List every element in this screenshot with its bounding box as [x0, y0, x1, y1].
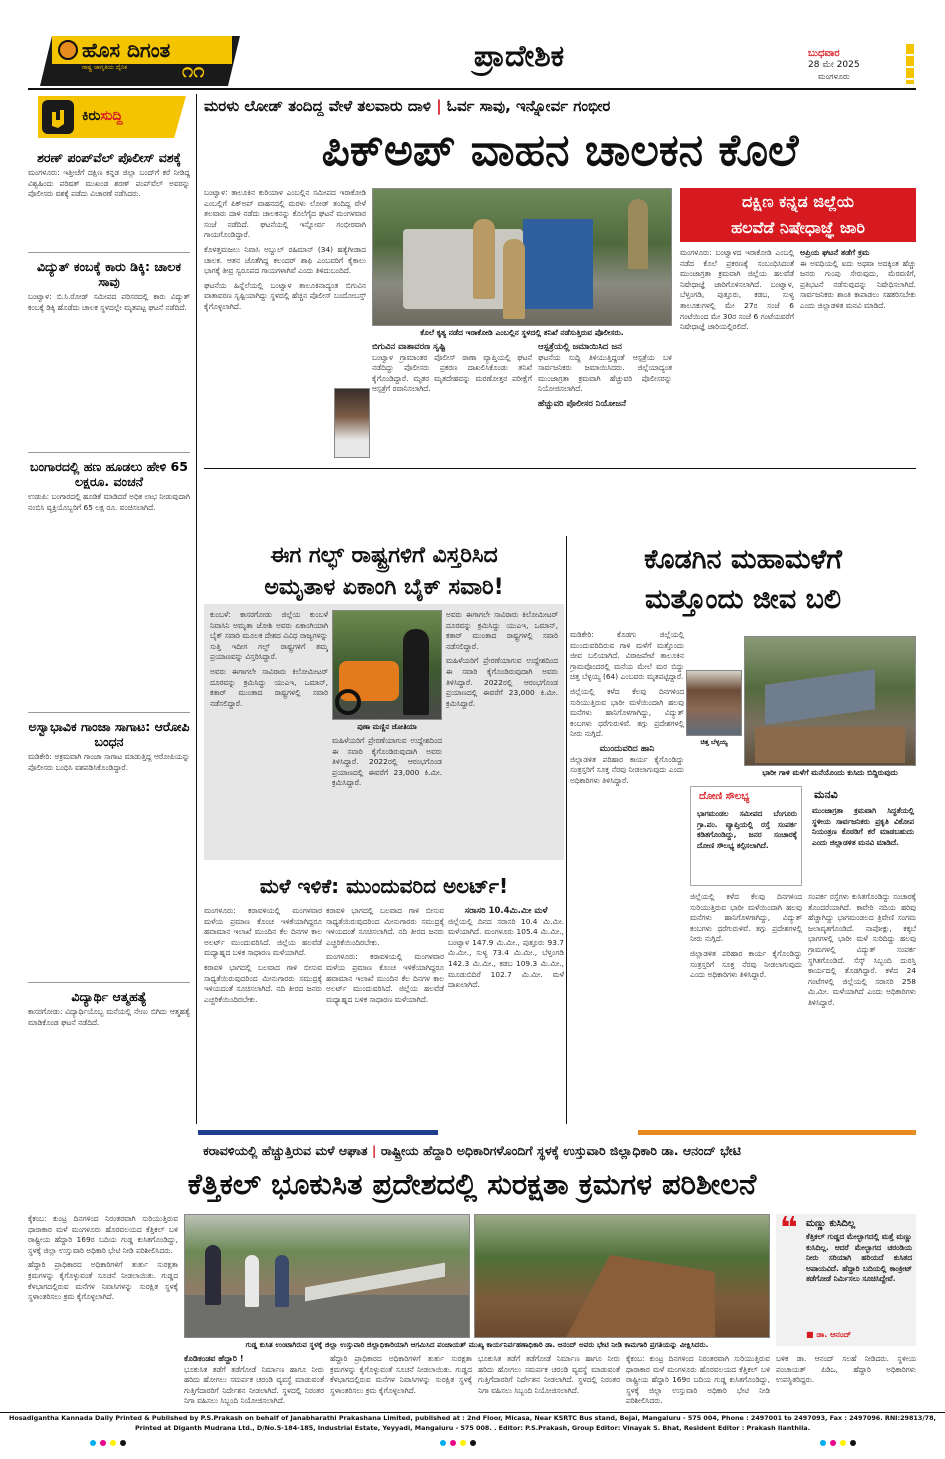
landslide-paragraph: ಕೈಕಂಬ: ಕುಂಟ್ರ ದಿನಗಳಿಂದ ನಿರಂತರವಾಗಿ ಸುರಿಯುತ್ತಿರುವ ಧಾರಾಕಾರ ಮಳೆ ಮಂಗಳೂರು ಹೊರವಲಯದ ಕೆತ್ತಿಕಲ್ ಬಳಿ ರಾಷ್ಟ್ರೀಯ ಹೆದ್ದಾರಿ 169ರ ಬದಿಯ ಗುಡ್ಡ ಕುಸಿತಗೊಂಡಿದ್ದು, ಸ್ಥಳಕ್ಕೆ ಜಿಲ್ಲಾ ಉಸ್ತುವಾರಿ ಅಧಿಕಾರಿ ಭೇಟಿ ನೀಡಿ ಪರಿಶೀಲಿಸಿದರು.	[626, 1354, 770, 1406]
registration-dot-yellow	[460, 1440, 466, 1446]
bike-paragraph: ಅವರು ಈಗಾಗಲೇ ಸಾವಿರಾರು ಕಿಲೋಮೀಟರ್ ದೂರವನ್ನು ಕ್ರಮಿಸಿದ್ದು ಯುಎಇ, ಒಮಾನ್, ಕತಾರ್ ಮುಂತಾದ ರಾಷ್ಟ್ರಗಳಲ್ಲಿ ಸವಾರಿ ನಡೆಸಲಿದ್ದಾರೆ.	[446, 610, 558, 651]
landslide-subhead: ಕೊಡಿಕಂಡವ ಹೆದ್ದಾರಿ !	[184, 1354, 244, 1363]
brief-item	[28, 144, 190, 252]
registration-dot-cyan	[820, 1440, 826, 1446]
right-col-body	[808, 892, 916, 1124]
lead-photo-officer	[473, 219, 495, 299]
brief-body: ಮಂಗಳೂರು: ಇತ್ತೀಚೆಗೆ ದಕ್ಷಿಣ ಕನ್ನಡ ಜಿಲ್ಲಾ ಬಂದ್‌ಗೆ ಕರೆ ನೀಡಿದ್ದ ವಿಶ್ವಹಿಂದು ಪರಿಷತ್ ಮುಖಂಡ ಶರಣ್ ಪಂಪ್‌ವೆಲ್ ಅವರನ್ನು ಪೊಲೀಸರು ವಶಕ್ಕೆ ಪಡೆದು ವಿಚಾರಣೆ ನಡೆಸಿದರು.	[28, 168, 190, 199]
bike-photo	[332, 610, 442, 720]
lead-photo-caption: ಕೊಲೆ ಕೃತ್ಯ ನಡೆದ ಇರಾಕೋಡಿ ಎಂಬಲ್ಲಿನ ಸ್ಥಳದಲ್ಲಿ ತನಿಖೆ ನಡೆಸುತ್ತಿರುವ ಪೊಲೀಸರು.	[420, 328, 624, 337]
landslide-body-col-1	[28, 1214, 178, 1410]
bike-paragraph: ಕುಂಬಳೆ: ಕಾಸರಗೋಡು ಜಿಲ್ಲೆಯ ಕುಂಬಳೆ ನಿವಾಸಿನಿ ಅಮೃತಾ ಜೋಶಿ ಅವರು ಏಕಾಂಗಿಯಾಗಿ ಬೈಕ್ ಸವಾರಿ ಮೂಲಕ ದೇಶದ ವಿವಿಧ ರಾಜ್ಯಗಳನ್ನು ಸುತ್ತಿ ಇದೀಗ ಗಲ್ಫ್ ರಾಷ್ಟ್ರಗಳಿಗೆ ತಮ್ಮ ಪ್ರಯಾಣವನ್ನು ವಿಸ್ತರಿಸಿದ್ದಾರೆ.	[210, 610, 328, 662]
quote-author-name: ಡಾ. ಆನಂದ್	[816, 1330, 852, 1339]
prohibitory-paragraph: ಈ ಅವಧಿಯಲ್ಲಿ ಐದು ಅಥವಾ ಅದಕ್ಕಿಂತ ಹೆಚ್ಚು ಜನರು ಗುಂಪು ಸೇರುವುದು, ಮೆರವಣಿಗೆ, ಪ್ರತಿಭಟನೆ ನಡೆಸುವುದನ್ನು ನಿಷೇಧಿಸಲಾಗಿದೆ. ಸಾರ್ವಜನಿಕರು ಶಾಂತಿ ಕಾಪಾಡಲು ಸಹಕರಿಸಬೇಕು ಎಂದು ಜಿಲ್ಲಾಡಳಿತ ಮನವಿ ಮಾಡಿದೆ.	[800, 258, 916, 310]
registration-dot-black	[850, 1440, 856, 1446]
bike-paragraph: ಮಹಿಳೆಯರಿಗೆ ಪ್ರೇರಣೆಯಾಗುವ ಉದ್ದೇಶದಿಂದ ಈ ಸವಾರಿ ಕೈಗೊಂಡಿರುವುದಾಗಿ ಅವರು ತಿಳಿಸಿದ್ದಾರೆ. 2022ರಲ್ಲಿ ಆರಂಭಗೊಂಡ ಪ್ರಯಾಣದಲ್ಲಿ ಈವರೆಗೆ 23,000 ಕಿ.ಮೀ. ಕ್ರಮಿಸಿದ್ದಾರೆ.	[332, 736, 442, 788]
kodagu-body-col-2	[690, 892, 802, 1124]
quote-box	[776, 1211, 916, 1346]
color-bar-blue	[198, 1130, 438, 1135]
kodagu-subhead: ಮುಂದುವರಿದ ಹಾನಿ	[599, 743, 655, 754]
landslide-body-col-2	[184, 1354, 324, 1410]
lead-body-col-3	[538, 342, 672, 463]
bike-headline-2: ಅಮೃತಾಳ ಏಕಾಂಗಿ ಬೈಕ್ ಸವಾರಿ!	[264, 575, 504, 600]
lead-kicker-b: ಓರ್ವ ಸಾವು, ಇನ್ನೋರ್ವ ಗಂಭೀರ	[446, 97, 611, 115]
boat-body: ಭಾಗಮಂಡಲ ಸಮೀಪದ ಬೆಂಗೂರು ಗ್ರಾ.ಪಂ. ವ್ಯಾಪ್ತಿಯಲ್ಲಿ ರಸ್ತೆ ಸಂಪರ್ಕ ಕಡಿತಗೊಂಡಿದ್ದು, ಜನರ ಸಂಚಾರಕ್ಕೆ ದೋಣಿ ಸೌಲಭ್ಯ ಕಲ್ಪಿಸಲಾಗಿದೆ.	[697, 809, 797, 850]
landslide-photo-mudslope	[565, 1255, 715, 1338]
landslide-photo-person	[245, 1255, 259, 1307]
bike-paragraph: ಅವರು ಈಗಾಗಲೇ ಸಾವಿರಾರು ಕಿಲೋಮೀಟರ್ ದೂರವನ್ನು ಕ್ರಮಿಸಿದ್ದು ಯುಎಇ, ಒಮಾನ್, ಕತಾರ್ ಮುಂತಾದ ರಾಷ್ಟ್ರಗಳಲ್ಲಿ ಸವಾರಿ ನಡೆಸಲಿದ್ದಾರೆ.	[210, 666, 328, 708]
quote-title: ಮಣ್ಣು ಕುಸಿದಿಲ್ಲ	[806, 1218, 856, 1229]
lead-paragraph: ಕೊಳತ್ತಮಜಲು ನಿವಾಸಿ ಅಬ್ದುಲ್ ರಹಿಮಾನ್ (34) ಹತ್ಯೆಗೀಡಾದ ಚಾಲಕ. ಆತನ ಜೊತೆಗಿದ್ದ ಕಲಂದರ್ ಶಾಫಿ ಎಂಬವರಿಗೆ ಕೈಕಾಲು ಭಾಗಕ್ಕೆ ತೀವ್ರ ಸ್ವರೂಪದ ಗಾಯಗಳಾಗಿವೆ ಎಂದು ತಿಳಿದುಬಂದಿದೆ.	[204, 244, 366, 276]
bike-photo-caption: ಪುಣಾ ಮಣ್ಣಿನ ಜೋತಿಯಾ	[357, 723, 417, 731]
lead-photo-tarp	[523, 219, 593, 309]
briefs-label-b: ಸುದ್ದಿ	[100, 108, 123, 124]
rain-paragraph: ಜಿಲ್ಲೆಯಲ್ಲಿ ದಿನದ ಸರಾಸರಿ 10.4 ಮಿ.ಮೀ. ಮಳೆಯಾಗಿದೆ. ಮಂಗಳೂರು 105.4 ಮಿ.ಮೀ., ಬಂಟ್ವಾಳ 147.9 ಮಿ.ಮೀ., ಪುತ್ತೂರು 93.7 ಮಿ.ಮೀ., ಸುಳ್ಯ 73.4 ಮಿ.ಮೀ., ಬೆಳ್ತಂಗಡಿ 142.3 ಮಿ.ಮೀ., ಕಡಬ 109.3 ಮಿ.ಮೀ., ಮೂಡುಬಿದಿರೆ 102.7 ಮಿ.ಮೀ. ಮಳೆ ದಾಖಲಾಗಿದೆ.	[448, 916, 564, 990]
kodagu-photo-roof	[765, 669, 875, 724]
landslide-photo-road	[185, 1295, 470, 1338]
brief-item	[28, 712, 190, 982]
landslide-paragraph: ಭೂಕುಸಿತ ತಡೆಗೆ ತಡೆಗೋಡೆ ನಿರ್ಮಾಣ ಹಾಗೂ ನೀರು ಹರಿದು ಹೋಗಲು ಸಮರ್ಪಕ ಚರಂಡಿ ವ್ಯವಸ್ಥೆ ಮಾಡುವಂತೆ ಗುತ್ತಿಗೆದಾರರಿಗೆ ನಿರ್ದೇಶನ ನೀಡಲಾಗಿದೆ. ಸ್ಥಳದಲ್ಲಿ ನಿರಂತರ ನಿಗಾ ವಹಿಸಲು ಸಿಬ್ಬಂದಿ ನಿಯೋಜಿಸಲಾಗಿದೆ.	[184, 1364, 324, 1406]
bike-headline-1: ಈಗ ಗಲ್ಫ್ ರಾಷ್ಟ್ರಗಳಿಗೆ ವಿಸ್ತರಿಸಿದ	[270, 543, 498, 568]
registration-dot-magenta	[450, 1440, 456, 1446]
lead-paragraph: ಬಂಟ್ವಾಳ: ತಾಲೂಕಿನ ಕುರಿಯಾಳ ಎಂಬಲ್ಲಿನ ಸಮೀಪದ ಇರಾಕೋಡಿ ಎಂಬಲ್ಲಿಗೆ ಪಿಕ್‌ಅಪ್ ವಾಹನದಲ್ಲಿ ಮರಳು ಲೋಡ್ ತಂದಿದ್ದ ವೇಳೆ ತಲವಾರು ದಾಳಿ ನಡೆದು ಚಾಲಕನನ್ನು ಕೊಲೆಗೈದ ಘಟನೆ ಮಂಗಳವಾರ ಸಂಜೆ ನಡೆದಿದೆ. ಘಟನೆಯಲ್ಲಿ ಇನ್ನೋರ್ವ ಗಂಭೀರವಾಗಿ ಗಾಯಗೊಂಡಿದ್ದಾರೆ.	[204, 188, 366, 240]
kodagu-headline-1: ಕೊಡಗಿನ ಮಹಾಮಳೆಗೆ	[644, 544, 842, 575]
registration-dot-cyan	[440, 1440, 446, 1446]
masthead-date: 28 ಮೇ 2025	[808, 60, 860, 70]
kodagu-photo-collapsed-house	[744, 636, 916, 766]
rain-paragraph: ಮಂಗಳೂರು: ಕರಾವಳಿಯಲ್ಲಿ ಮಂಗಳವಾರ ಮಳೆಯ ಪ್ರಮಾಣ ಕೊಂಚ ಇಳಿಕೆಯಾಗಿದ್ದರೂ ಹವಾಮಾನ ಇಲಾಖೆ ಮುಂದಿನ ಕೆಲ ದಿನಗಳ ಕಾಲ ಅಲರ್ಟ್ ಮುಂದುವರಿಸಿದೆ. ಜಿಲ್ಲೆಯ ಹಲವೆಡೆ ಮಧ್ಯಾಹ್ನದ ಬಳಿಕ ಸಾಧಾರಣ ಮಳೆಯಾಗಿದೆ.	[326, 952, 444, 1004]
landslide-kicker-a: ಕರಾವಳಿಯಲ್ಲಿ ಹೆಚ್ಚುತ್ತಿರುವ ಮಳೆ ಆಘಾತ	[203, 1143, 368, 1158]
quote-body: ಕೆತ್ತಿಕಲ್ ಗುಡ್ಡದ ಮೇಲ್ಭಾಗದಲ್ಲಿ ಮತ್ತೆ ಮಣ್ಣು ಕುಸಿದಿಲ್ಲ. ಆದರೆ ಮೇಲ್ಭಾಗದ ಚರಂಡಿಯ ನೀರು ಸರಿಯಾಗಿ ಹರಿಯದೆ ಕುಸಿತದ ಅಪಾಯವಿದೆ. ಹೆದ್ದಾರಿ ಬದಿಯಲ್ಲಿ ಕಾಂಕ್ರೀಟ್ ತಡೆಗೋಡೆ ನಿರ್ಮಿಸಲು ಸೂಚಿಸಿದ್ದೇವೆ.	[806, 1232, 912, 1284]
masthead-city: ಮಂಗಳೂರು	[818, 72, 850, 81]
lead-headline: ಪಿಕ್‌ಅಪ್ ವಾಹನ ಚಾಲಕನ ಕೊಲೆ	[321, 125, 799, 176]
bike-photo-wheel	[335, 689, 361, 715]
quote-author: ■ ಡಾ. ಆನಂದ್	[806, 1330, 852, 1339]
kodagu-paragraph: ಜಿಲ್ಲಾಡಳಿತ ಪರಿಹಾರ ಕಾರ್ಯ ಕೈಗೊಂಡಿದ್ದು ಸಂತ್ರಸ್ತರಿಗೆ ಸೂಕ್ತ ನೆರವು ನೀಡಲಾಗುವುದು ಎಂದು ಅಧಿಕಾರಿಗಳು ತಿಳಿಸಿದ್ದಾರೆ.	[570, 754, 684, 785]
landslide-body-col-3	[330, 1354, 472, 1410]
registration-dot-black	[120, 1440, 126, 1446]
footer-imprint	[4, 1414, 941, 1433]
lead-paragraph: ಬಂಟ್ವಾಳ ಗ್ರಾಮಾಂತರ ಪೊಲೀಸ್ ಠಾಣಾ ವ್ಯಾಪ್ತಿಯಲ್ಲಿ ಘಟನೆ ನಡೆದಿದ್ದು ಪೊಲೀಸರು ಪ್ರಕರಣ ದಾಖಲಿಸಿಕೊಂಡು ತನಿಖೆ ಕೈಗೊಂಡಿದ್ದಾರೆ. ಮೃತರ ಮೃತದೇಹವನ್ನು ಮರಣೋತ್ತರ ಪರೀಕ್ಷೆಗೆ ಆಸ್ಪತ್ರೆಗೆ ರವಾನಿಸಲಾಗಿದೆ.	[372, 352, 532, 394]
lead-subhead: ಬಿಗುವಿನ ವಾತಾವರಣ ಸೃಷ್ಟಿ	[372, 342, 446, 352]
kodagu-photo-rubble	[755, 727, 905, 763]
registration-dot-magenta	[830, 1440, 836, 1446]
quote-mark-icon: ❝	[780, 1211, 798, 1246]
briefs-column	[28, 94, 190, 1124]
footer-rule	[0, 1412, 945, 1413]
footer-line-2: Printed at Diganth Mudrana Ltd., D/No.5-184-185, Industrial Estate, Yeyyadi, Mangaluru - 575 008. . Editor: P.S.Prakash, Group Editor: Vinayak S. Bhat, Resident Editor : Prakash Ilanthila.	[134, 1423, 811, 1432]
registration-dot-cyan	[90, 1440, 96, 1446]
masthead-rule	[28, 88, 916, 90]
lead-photo-officer	[503, 239, 525, 319]
lead-paragraph: ಘಟನೆಯ ಹಿನ್ನೆಲೆಯಲ್ಲಿ ಬಂಟ್ವಾಳ ತಾಲೂಕಿನಾದ್ಯಂತ ಬಿಗುವಿನ ವಾತಾವರಣ ಸೃಷ್ಟಿಯಾಗಿದ್ದು ಸ್ಥಳದಲ್ಲಿ ಹೆಚ್ಚಿನ ಪೊಲೀಸ್ ಬಂದೋಬಸ್ತ್ ಕೈಗೊಳ್ಳಲಾಗಿದೆ.	[204, 280, 366, 311]
lead-bottom-rule	[204, 468, 916, 469]
kodagu-headline-2: ಮತ್ತೊಂದು ಜೀವ ಬಲಿ	[644, 584, 842, 615]
masthead	[0, 0, 945, 88]
page-number: ೧೧	[182, 58, 205, 82]
masthead-tagline: ರಾಷ್ಟ್ರ ಜಾಗೃತಿಯ ದೈನಿಕ	[82, 64, 128, 71]
victim-portrait	[334, 388, 370, 458]
brief-title: ಅಸ್ವಾಭಾವಿಕ ಗಾಂಜಾ ಸಾಗಾಟ: ಆರೋಪಿ ಬಂಧನ	[28, 719, 190, 749]
brief-body: ಬಂಟ್ವಾಳ: ಬಿ.ಸಿ.ರೋಡ್ ಸಮೀಪದ ಪರಿಸರದಲ್ಲಿ ಕಾರು ವಿದ್ಯುತ್ ಕಂಬಕ್ಕೆ ಡಿಕ್ಕಿ ಹೊಡೆದು ಚಾಲಕ ಸ್ಥಳದಲ್ಲೇ ಮೃತಪಟ್ಟ ಘಟನೆ ನಡೆದಿದೆ.	[28, 292, 190, 312]
lead-subhead: ಹೆಚ್ಚುವರಿ ಪೊಲೀಸರ ನಿಯೋಜನೆ	[538, 398, 627, 409]
landslide-headline: ಕೆತ್ತಿಕಲ್ ಭೂಕುಸಿತ ಪ್ರದೇಶದಲ್ಲಿ ಸುರಕ್ಷತಾ ಕ್ರಮಗಳ ಪರಿಶೀಲನೆ	[187, 1167, 757, 1201]
masthead-logo-emblem-icon	[58, 40, 78, 60]
lead-kicker-a: ಮರಳು ಲೋಡ್ ತಂದಿದ್ದ ವೇಳೆ ತಲವಾರು ದಾಳಿ	[204, 97, 431, 115]
right-col-paragraph: ಸಂಪರ್ಕ ರಸ್ತೆಗಳು ಕುಸಿತಗೊಂಡಿದ್ದು ಸಂಚಾರಕ್ಕೆ ತೊಂದರೆಯಾಗಿದೆ. ಕಾವೇರಿ ನದಿಯ ಹರಿವು ಹೆಚ್ಚಾಗಿದ್ದು ಭಾಗಮಂಡಲದ ತ್ರಿವೇಣಿ ಸಂಗಮ ಜಲಾವೃತಗೊಂಡಿದೆ. ನಾಪೋಕ್ಲು, ಕಕ್ಕಬೆ ಭಾಗಗಳಲ್ಲಿ ಭಾರೀ ಮಳೆ ಸುರಿದಿದ್ದು ಹಲವು ಗ್ರಾಮಗಳಲ್ಲಿ ವಿದ್ಯುತ್ ಸಂಪರ್ಕ ಸ್ಥಗಿತಗೊಂಡಿದೆ. ಸೆಸ್ಕ್ ಸಿಬ್ಬಂದಿ ದುರಸ್ತಿ ಕಾರ್ಯದಲ್ಲಿ ತೊಡಗಿದ್ದಾರೆ. ಕಳೆದ 24 ಗಂಟೆಗಳಲ್ಲಿ ಜಿಲ್ಲೆಯಲ್ಲಿ ಸರಾಸರಿ 258 ಮಿ.ಮೀ. ಮಳೆಯಾಗಿದೆ ಎಂದು ಅಧಿಕಾರಿಗಳು ತಿಳಿಸಿದ್ದಾರೆ.	[808, 892, 916, 1007]
appeal-title: ಮನವಿ	[814, 788, 838, 801]
kodagu-body-col-1	[570, 630, 684, 1130]
registration-dot-magenta	[100, 1440, 106, 1446]
brief-body: ಮಡಿಕೇರಿ: ಅಕ್ರಮವಾಗಿ ಗಾಂಜಾ ಸಾಗಾಟ ಮಾಡುತ್ತಿದ್ದ ಆರೋಪಿಯನ್ನು ಪೊಲೀಸರು ಬಂಧಿಸಿ ವಶಪಡಿಸಿಕೊಂಡಿದ್ದಾರೆ.	[28, 752, 190, 772]
briefs-list	[28, 144, 190, 1124]
prohibitory-title-banner	[680, 188, 916, 242]
brief-item	[28, 982, 190, 1122]
brief-item	[28, 252, 190, 452]
brief-body: ಕಾಸರಗೋಡು: ವಿದ್ಯಾರ್ಥಿಯೊಬ್ಬ ಮನೆಯಲ್ಲಿ ನೇಣು ಬಿಗಿದು ಆತ್ಮಹತ್ಯೆ ಮಾಡಿಕೊಂಡ ಘಟನೆ ನಡೆದಿದೆ.	[28, 1007, 190, 1027]
rain-body-col-3	[448, 906, 564, 1124]
kodagu-paragraph: ಜಿಲ್ಲೆಯಲ್ಲಿ ಕಳೆದ ಕೆಲವು ದಿನಗಳಿಂದ ಸುರಿಯುತ್ತಿರುವ ಭಾರೀ ಮಳೆಯಿಂದಾಗಿ ಹಲವು ಮನೆಗಳು ಹಾನಿಗೊಳಗಾಗಿದ್ದು, ವಿದ್ಯುತ್ ಕಂಬಗಳು ಧರೆಗುರುಳಿವೆ. ತಗ್ಗು ಪ್ರದೇಶಗಳಲ್ಲಿ ನೀರು ನುಗ್ಗಿದೆ.	[690, 892, 802, 944]
bike-photo-rider	[403, 629, 429, 715]
rain-paragraph: ಕರಾವಳಿ ಭಾಗದಲ್ಲಿ ಬಲವಾದ ಗಾಳಿ ಬೀಸುವ ಸಾಧ್ಯತೆಯಿರುವುದರಿಂದ ಮೀನುಗಾರರು ಸಮುದ್ರಕ್ಕೆ ಇಳಿಯದಂತೆ ಸೂಚಿಸಲಾಗಿದೆ. ನದಿ ತೀರದ ಜನರು ಎಚ್ಚರಿಕೆಯಿಂದಿರಬೇಕು.	[326, 906, 444, 947]
landslide-kicker	[28, 1140, 916, 1162]
lead-photo-officer	[628, 199, 648, 269]
prohibitory-col-1	[680, 248, 794, 463]
landslide-paragraph: ಹೆದ್ದಾರಿ ಪ್ರಾಧಿಕಾರದ ಅಧಿಕಾರಿಗಳಿಗೆ ತುರ್ತು ಸುರಕ್ಷತಾ ಕ್ರಮಗಳನ್ನು ಕೈಗೊಳ್ಳುವಂತೆ ಸೂಚನೆ ನೀಡಲಾಯಿತು. ಗುಡ್ಡದ ಕೆಳಭಾಗದಲ್ಲಿರುವ ಮನೆಗಳ ನಿವಾಸಿಗಳನ್ನು ಸುರಕ್ಷಿತ ಸ್ಥಳಕ್ಕೆ ಸ್ಥಳಾಂತರಿಸಲು ಕ್ರಮ ಕೈಗೊಳ್ಳಲಾಗಿದೆ.	[330, 1354, 472, 1395]
section-color-bar	[28, 1130, 916, 1135]
kodagu-paragraph: ಜಿಲ್ಲಾಡಳಿತ ಪರಿಹಾರ ಕಾರ್ಯ ಕೈಗೊಂಡಿದ್ದು ಸಂತ್ರಸ್ತರಿಗೆ ಸೂಕ್ತ ನೆರವು ನೀಡಲಾಗುವುದು ಎಂದು ಅಧಿಕಾರಿಗಳು ತಿಳಿಸಿದ್ದಾರೆ.	[690, 948, 802, 980]
brief-body: ಉಡುಪಿ: ಬಂಗಾರದಲ್ಲಿ ಹೂಡಿಕೆ ಮಾಡಿದರೆ ಅಧಿಕ ಲಾಭ ನೀಡುವುದಾಗಿ ನಂಬಿಸಿ ವ್ಯಕ್ತಿಯೊಬ್ಬರಿಗೆ 65 ಲಕ್ಷ ರೂ. ವಂಚಿಸಲಾಗಿದೆ.	[28, 492, 190, 512]
kodagu-portrait	[686, 670, 742, 736]
appeal-box	[808, 786, 916, 886]
lead-body-col-2	[372, 342, 532, 463]
kodagu-headline	[570, 540, 916, 620]
bike-headline-box	[204, 530, 564, 532]
bike-body-col-3	[446, 610, 558, 855]
appeal-body: ಮುಂಜಾಗ್ರತಾ ಕ್ರಮವಾಗಿ ಸಿದ್ಧತೆಯಲ್ಲಿ ಸ್ಥಳೀಯ ಸಾರ್ವಜನಿಕರು ಪ್ರಕೃತಿ ವಿಕೋಪ ನಿಯಂತ್ರಣ ಕೊಠಡಿಗೆ ಕರೆ ಮಾಡಬಹುದು ಎಂದು ಜಿಲ್ಲಾಡಳಿತ ಮನವಿ ಮಾಡಿದೆ.	[812, 806, 914, 847]
masthead-brand: ಹೊಸ ದಿಗಂತ	[82, 38, 171, 62]
landslide-photo-caption: ಗುಡ್ಡ ಕುಸಿತ ಉಂಟಾಗಿರುವ ಸ್ಥಳಕ್ಕೆ ಜಿಲ್ಲಾ ಉಸ್ತುವಾರಿ ಜಿಲ್ಲಾಧಿಕಾರಿಯಾಗಿ ಆಗಮಿಸಿದ ಪಂಚಾಯತ್ ಮುಖ್ಯ ಕಾರ್ಯನಿರ್ವಹಣಾಧಿಕಾರಿ ಡಾ. ಆನಂದ್ ಅವರು ಭೇಟಿ ನೀಡಿ ಕಾಮಗಾರಿ ಪ್ರಗತಿಯನ್ನು ವೀಕ್ಷಿಸಿದರು.	[245, 1340, 709, 1349]
masthead-side-bars	[906, 44, 914, 84]
prohibitory-title-2: ಹಲವೆಡೆ ನಿಷೇಧಾಜ್ಞೆ ಜಾರಿ	[731, 218, 865, 237]
footer-line-1: Hosadigantha Kannada Daily Printed & Published by P.S.Prakash on behalf of Janabharathi Prakashana Limited, published at : 2nd Floor, Micasa, Near KSRTC Bus stand, Bejai, Mangaluru - 575 004, Phone : 2497001 to 2497093, Fax : 2497096. RNI:29813/78,	[9, 1414, 936, 1422]
section-title: ಪ್ರಾದೇಶಿಕ	[473, 39, 565, 74]
bike-headline	[204, 540, 564, 604]
landslide-photo-person	[205, 1245, 221, 1305]
landslide-body-col-4	[478, 1354, 620, 1410]
masthead-date-day: ಬುಧವಾರ	[808, 48, 840, 59]
landslide-photo-officials	[184, 1214, 470, 1338]
rain-paragraph: ಕರಾವಳಿ ಭಾಗದಲ್ಲಿ ಬಲವಾದ ಗಾಳಿ ಬೀಸುವ ಸಾಧ್ಯತೆಯಿರುವುದರಿಂದ ಮೀನುಗಾರರು ಸಮುದ್ರಕ್ಕೆ ಇಳಿಯದಂತೆ ಸೂಚಿಸಲಾಗಿದೆ. ನದಿ ತೀರದ ಜನರು ಎಚ್ಚರಿಕೆಯಿಂದಿರಬೇಕು.	[204, 962, 322, 1004]
kodagu-portrait-caption: ಚಿತ್ತ ಬೆಳ್ಳಯ್ಯ	[700, 738, 728, 746]
lead-subhead: ಆಸ್ಪತ್ರೆಯಲ್ಲಿ ಜಮಾಯಿಸಿದ ಜನ	[538, 342, 622, 352]
kodagu-photo-caption: ಭಾರೀ ಗಾಳಿ ಮಳೆಗೆ ಮನೆಯೊಂದು ಕುಸಿದು ಬಿದ್ದಿರುವುದು	[762, 768, 898, 777]
rain-body-col-1	[204, 906, 322, 1124]
lead-kicker	[204, 94, 916, 118]
lead-photo-police	[372, 188, 672, 326]
registration-dot-yellow	[110, 1440, 116, 1446]
boat-box	[690, 786, 802, 886]
landslide-paragraph: ಭೂಕುಸಿತ ತಡೆಗೆ ತಡೆಗೋಡೆ ನಿರ್ಮಾಣ ಹಾಗೂ ನೀರು ಹರಿದು ಹೋಗಲು ಸಮರ್ಪಕ ಚರಂಡಿ ವ್ಯವಸ್ಥೆ ಮಾಡುವಂತೆ ಗುತ್ತಿಗೆದಾರರಿಗೆ ನಿರ್ದೇಶನ ನೀಡಲಾಗಿದೆ. ಸ್ಥಳದಲ್ಲಿ ನಿರಂತರ ನಿಗಾ ವಹಿಸಲು ಸಿಬ್ಬಂದಿ ನಿಯೋಜಿಸಲಾಗಿದೆ.	[478, 1354, 620, 1395]
brief-title: ಶರಣ್ ಪಂಪ್‌ವೆಲ್ ಪೊಲೀಸ್ ವಶಕ್ಕೆ	[37, 150, 181, 165]
brief-item	[28, 452, 190, 712]
rain-subhead: ಸರಾಸರಿ 10.4ಮಿ.ಮೀ ಮಳೆ	[464, 906, 548, 916]
rain-headline: ಮಳೆ ಇಳಿಕೆ: ಮುಂದುವರಿದ ಅಲರ್ಟ್!	[259, 874, 509, 898]
bike-body-col-2	[332, 736, 442, 856]
hand-icon	[42, 100, 74, 134]
briefs-label-a: ಕಿರು	[82, 108, 101, 124]
landslide-kicker-b: ರಾಷ್ಟ್ರೀಯ ಹೆದ್ದಾರಿ ಅಧಿಕಾರಿಗಳೊಂದಿಗೆ ಸ್ಥಳಕ್ಕೆ ಉಸ್ತುವಾರಿ ಜಿಲ್ಲಾಧಿಕಾರಿ ಡಾ. ಆನಂದ್ ಭೇಟಿ	[380, 1143, 741, 1158]
lead-kicker-sep: |	[436, 97, 447, 115]
landslide-photo-hillside	[474, 1214, 770, 1338]
brief-title: ಬಂಗಾರದಲ್ಲಿ ಹಣ ಹೂಡಲು ಹೇಳಿ 65 ಲಕ್ಷರೂ. ವಂಚನೆ	[30, 459, 188, 489]
landslide-body-col-5	[626, 1354, 770, 1410]
landslide-kicker-sep: |	[371, 1143, 381, 1158]
brief-title: ವಿದ್ಯುತ್ ಕಂಬಕ್ಕೆ ಕಾರು ಡಿಕ್ಕಿ: ಚಾಲಕ ಸಾವು	[36, 259, 182, 289]
boat-title: ದೋಣಿ ಸೌಲಭ್ಯ	[699, 791, 750, 802]
prohibitory-col-2	[800, 248, 916, 463]
kodagu-paragraph: ಜಿಲ್ಲೆಯಲ್ಲಿ ಕಳೆದ ಕೆಲವು ದಿನಗಳಿಂದ ಸುರಿಯುತ್ತಿರುವ ಭಾರೀ ಮಳೆಯಿಂದಾಗಿ ಹಲವು ಮನೆಗಳು ಹಾನಿಗೊಳಗಾಗಿದ್ದು, ವಿದ್ಯುತ್ ಕಂಬಗಳು ಧರೆಗುರುಳಿವೆ. ತಗ್ಗು ಪ್ರದೇಶಗಳಲ್ಲಿ ನೀರು ನುಗ್ಗಿದೆ.	[570, 686, 684, 739]
rain-paragraph: ಮಂಗಳೂರು: ಕರಾವಳಿಯಲ್ಲಿ ಮಂಗಳವಾರ ಮಳೆಯ ಪ್ರಮಾಣ ಕೊಂಚ ಇಳಿಕೆಯಾಗಿದ್ದರೂ ಹವಾಮಾನ ಇಲಾಖೆ ಮುಂದಿನ ಕೆಲ ದಿನಗಳ ಕಾಲ ಅಲರ್ಟ್ ಮುಂದುವರಿಸಿದೆ. ಜಿಲ್ಲೆಯ ಹಲವೆಡೆ ಮಧ್ಯಾಹ್ನದ ಬಳಿಕ ಸಾಧಾರಣ ಮಳೆಯಾಗಿದೆ.	[204, 906, 322, 958]
kodagu-divider	[566, 536, 567, 1124]
lead-paragraph: ಘಟನೆಯ ಸುದ್ದಿ ತಿಳಿಯುತ್ತಿದ್ದಂತೆ ಆಸ್ಪತ್ರೆಯ ಬಳಿ ಸಾರ್ವಜನಿಕರು ಜಮಾಯಿಸಿದರು. ಜಿಲ್ಲೆಯಾದ್ಯಂತ ಮುಂಜಾಗ್ರತಾ ಕ್ರಮವಾಗಿ ಹೆಚ್ಚುವರಿ ಪೊಲೀಸರನ್ನು ನಿಯೋಜಿಸಲಾಗಿದೆ.	[538, 352, 672, 394]
prohibitory-paragraph: ಮಂಗಳೂರು: ಬಂಟ್ವಾಳದ ಇರಾಕೋಡಿ ಎಂಬಲ್ಲಿ ನಡೆದ ಕೊಲೆ ಪ್ರಕರಣಕ್ಕೆ ಸಂಬಂಧಿಸಿದಂತೆ ಮುಂಜಾಗ್ರತಾ ಕ್ರಮವಾಗಿ ಜಿಲ್ಲೆಯ ಹಲವೆಡೆ ನಿಷೇಧಾಜ್ಞೆ ಜಾರಿಗೊಳಿಸಲಾಗಿದೆ. ಬಂಟ್ವಾಳ, ಬೆಳ್ತಂಗಡಿ, ಪುತ್ತೂರು, ಕಡಬ, ಸುಳ್ಯ ತಾಲೂಕುಗಳಲ್ಲಿ ಮೇ 27ರ ಸಂಜೆ 6 ಗಂಟೆಯಿಂದ ಮೇ 30ರ ಸಂಜೆ 6 ಗಂಟೆಯವರೆಗೆ ನಿಷೇಧಾಜ್ಞೆ ಜಾರಿಯಲ್ಲಿರಲಿದೆ.	[680, 248, 794, 332]
briefs-divider	[196, 94, 197, 1124]
prohibitory-subhead: ಅಪ್ರಿಯ ಘಟನೆ ತಡೆಗೆ ಕ್ರಮ	[800, 248, 870, 257]
brief-title: ವಿದ್ಯಾರ್ಥಿ ಆತ್ಮಹತ್ಯೆ	[71, 989, 147, 1004]
registration-dot-black	[470, 1440, 476, 1446]
bike-body-col-1	[210, 610, 328, 855]
rain-body-col-2	[326, 906, 444, 1124]
bike-paragraph: ಮಹಿಳೆಯರಿಗೆ ಪ್ರೇರಣೆಯಾಗುವ ಉದ್ದೇಶದಿಂದ ಈ ಸವಾರಿ ಕೈಗೊಂಡಿರುವುದಾಗಿ ಅವರು ತಿಳಿಸಿದ್ದಾರೆ. 2022ರಲ್ಲಿ ಆರಂಭಗೊಂಡ ಪ್ರಯಾಣದಲ್ಲಿ ಈವರೆಗೆ 23,000 ಕಿ.ಮೀ. ಕ್ರಮಿಸಿದ್ದಾರೆ.	[446, 656, 558, 708]
landslide-paragraph: ಕೈಕಂಬ: ಕುಂಟ್ರ ದಿನಗಳಿಂದ ನಿರಂತರವಾಗಿ ಸುರಿಯುತ್ತಿರುವ ಧಾರಾಕಾರ ಮಳೆ ಮಂಗಳೂರು ಹೊರವಲಯದ ಕೆತ್ತಿಕಲ್ ಬಳಿ ರಾಷ್ಟ್ರೀಯ ಹೆದ್ದಾರಿ 169ರ ಬದಿಯ ಗುಡ್ಡ ಕುಸಿತಗೊಂಡಿದ್ದು, ಸ್ಥಳಕ್ಕೆ ಜಿಲ್ಲಾ ಉಸ್ತುವಾರಿ ಅಧಿಕಾರಿ ಭೇಟಿ ನೀಡಿ ಪರಿಶೀಲಿಸಿದರು.	[28, 1214, 178, 1255]
registration-dot-yellow	[840, 1440, 846, 1446]
color-bar-orange	[638, 1130, 916, 1135]
landslide-paragraph: ಹೆದ್ದಾರಿ ಪ್ರಾಧಿಕಾರದ ಅಧಿಕಾರಿಗಳಿಗೆ ತುರ್ತು ಸುರಕ್ಷತಾ ಕ್ರಮಗಳನ್ನು ಕೈಗೊಳ್ಳುವಂತೆ ಸೂಚನೆ ನೀಡಲಾಯಿತು. ಗುಡ್ಡದ ಕೆಳಭಾಗದಲ್ಲಿರುವ ಮನೆಗಳ ನಿವಾಸಿಗಳನ್ನು ಸುರಕ್ಷಿತ ಸ್ಥಳಕ್ಕೆ ಸ್ಥಳಾಂತರಿಸಲು ಕ್ರಮ ಕೈಗೊಳ್ಳಲಾಗಿದೆ.	[28, 1260, 178, 1302]
kodagu-paragraph: ಮಡಿಕೇರಿ: ಕೊಡಗು ಜಿಲ್ಲೆಯಲ್ಲಿ ಮುಂದುವರಿದಿರುವ ಗಾಳಿ ಮಳೆಗೆ ಮತ್ತೊಂದು ಜೀವ ಬಲಿಯಾಗಿದೆ. ವಿರಾಜಪೇಟೆ ತಾಲೂಕಿನ ಗ್ರಾಮವೊಂದರಲ್ಲಿ ಮನೆಯ ಮೇಲೆ ಮರ ಬಿದ್ದು ಚಿತ್ತ ಬೆಳ್ಳಯ್ಯ (64) ಎಂಬವರು ಮೃತಪಟ್ಟಿದ್ದಾರೆ.	[570, 630, 684, 682]
prohibitory-title-1: ದಕ್ಷಿಣ ಕನ್ನಡ ಜಿಲ್ಲೆಯ	[741, 192, 855, 211]
landslide-photo-person	[275, 1255, 289, 1307]
briefs-label	[82, 106, 192, 126]
quote-after-body: ಬಳಿಕ ಡಾ. ಆನಂದ್ ಸಲಹೆ ನೀಡಿದರು. ಸ್ಥಳೀಯ ಪಂಚಾಯತ್ ಪಿಡಿಒ, ಹೆದ್ದಾರಿ ಅಧಿಕಾರಿಗಳು ಉಪಸ್ಥಿತರಿದ್ದರು.	[776, 1354, 916, 1385]
